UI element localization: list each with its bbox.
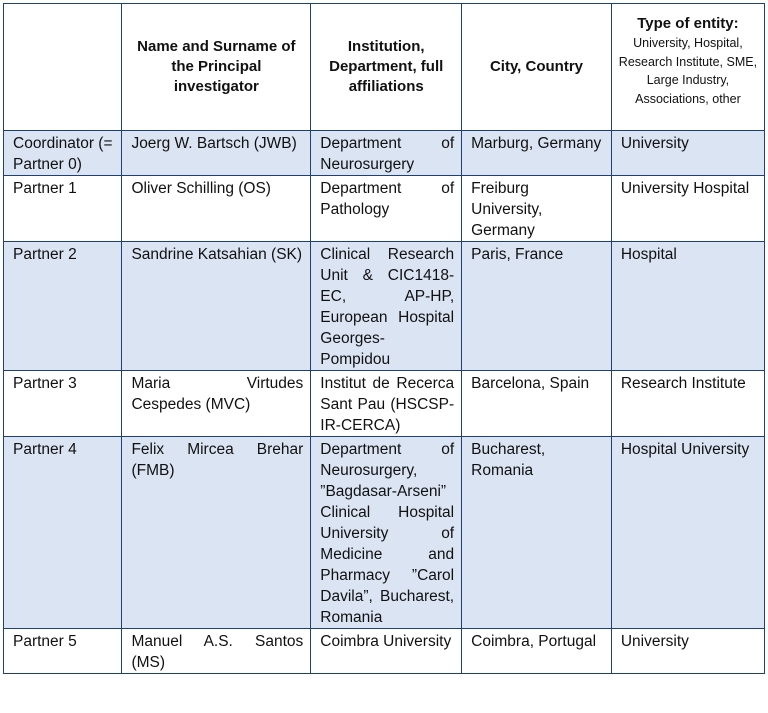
header-row [4, 4, 765, 131]
row-type: University Hospital [611, 176, 764, 242]
header-institution: Institution, Department, full affiliations [311, 4, 462, 131]
row-institution: Coimbra University [311, 629, 462, 674]
row-institution: Department of Neurosurgery [311, 131, 462, 176]
table-row [4, 176, 765, 242]
row-city: Marburg, Germany [462, 131, 612, 176]
row-type: University [611, 629, 764, 674]
row-name: Joerg W. Bartsch (JWB) [122, 131, 311, 176]
row-city: Coimbra, Portugal [462, 629, 612, 674]
row-type: Hospital [611, 242, 764, 371]
row-institution: Department of Neurosurgery, ”Bagdasar-Arseni” Clinical Hospital University of Medicine and Pharmacy ”Carol Davila”, Bucharest, Romania [311, 437, 462, 629]
header-role [4, 4, 122, 131]
row-type: University [611, 131, 764, 176]
row-type: Research Institute [611, 371, 764, 437]
header-name: Name and Surname of the Principal investigator [122, 4, 311, 131]
header-type [611, 4, 764, 131]
row-city: Paris, France [462, 242, 612, 371]
row-institution: Clinical Research Unit & CIC1418-EC, AP-HP, European Hospital Georges-Pompidou [311, 242, 462, 371]
table-row [4, 437, 765, 629]
row-role: Partner 2 [4, 242, 122, 371]
row-institution: Department of Pathology [311, 176, 462, 242]
row-name: Felix Mircea Brehar (FMB) [122, 437, 311, 629]
row-city: Freiburg University, Germany [462, 176, 612, 242]
row-name: Oliver Schilling (OS) [122, 176, 311, 242]
header-type-options: University, Hospital, Research Institute, SME, Large Industry, Associations, other [618, 36, 758, 106]
row-type: Hospital University [611, 437, 764, 629]
header-type-title: Type of entity: [637, 15, 739, 32]
row-name: Maria Virtudes Cespedes (MVC) [122, 371, 311, 437]
row-role: Partner 1 [4, 176, 122, 242]
table-row [4, 629, 765, 674]
partners-table [3, 3, 765, 674]
row-role: Partner 5 [4, 629, 122, 674]
header-city: City, Country [462, 4, 612, 131]
row-institution: Institut de Recerca Sant Pau (HSCSP-IR-CERCA) [311, 371, 462, 437]
row-name: Sandrine Katsahian (SK) [122, 242, 311, 371]
table-row [4, 371, 765, 437]
row-city: Bucharest, Romania [462, 437, 612, 629]
row-name: Manuel A.S. Santos (MS) [122, 629, 311, 674]
table-row [4, 131, 765, 176]
row-role: Coordinator (= Partner 0) [4, 131, 122, 176]
row-role: Partner 4 [4, 437, 122, 629]
row-role: Partner 3 [4, 371, 122, 437]
table-row [4, 242, 765, 371]
row-city: Barcelona, Spain [462, 371, 612, 437]
